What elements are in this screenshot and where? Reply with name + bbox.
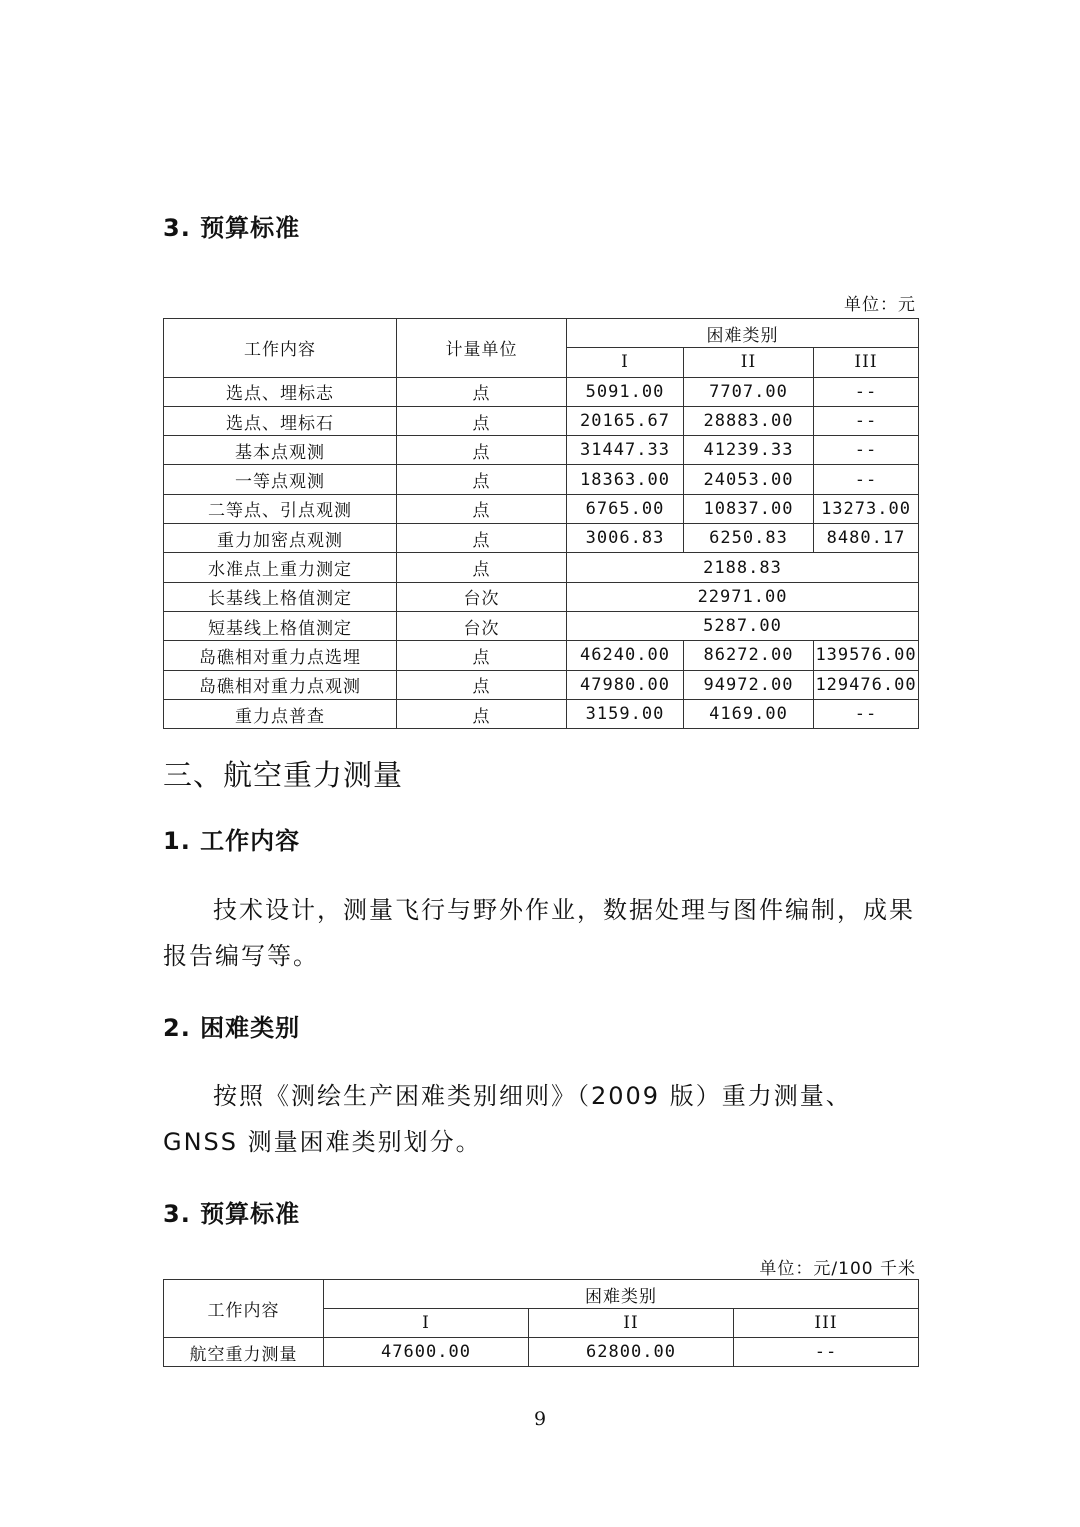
header-work-content: 工作内容 bbox=[164, 1280, 324, 1338]
row-name: 二等点、引点观测 bbox=[164, 494, 397, 523]
header-unit: 计量单位 bbox=[397, 319, 567, 378]
value-level-2: 94972.00 bbox=[684, 670, 814, 699]
row-unit: 台次 bbox=[397, 611, 567, 640]
value-level-3: 129476.00 bbox=[814, 670, 919, 699]
row-name: 一等点观测 bbox=[164, 465, 397, 494]
section-title: 三、航空重力测量 bbox=[163, 758, 404, 792]
header-level-2: II bbox=[684, 348, 814, 377]
row-unit: 点 bbox=[397, 524, 567, 553]
unit-label-2: 单位：元/100 千米 bbox=[759, 1259, 916, 1279]
value-all-levels: 22971.00 bbox=[567, 582, 919, 611]
table-row bbox=[164, 611, 919, 640]
row-name: 长基线上格值测定 bbox=[164, 582, 397, 611]
value-level-3: 139576.00 bbox=[814, 641, 919, 670]
row-name: 基本点观测 bbox=[164, 436, 397, 465]
row-unit: 点 bbox=[397, 699, 567, 728]
header-level-3: III bbox=[734, 1309, 919, 1338]
row-name: 重力加密点观测 bbox=[164, 524, 397, 553]
value-level-2: 4169.00 bbox=[684, 699, 814, 728]
table-row bbox=[164, 582, 919, 611]
value-level-2: 7707.00 bbox=[684, 377, 814, 406]
row-name: 航空重力测量 bbox=[164, 1338, 324, 1367]
row-unit: 点 bbox=[397, 406, 567, 435]
table-row bbox=[164, 524, 919, 553]
value-level-3: -- bbox=[814, 436, 919, 465]
header-work-content: 工作内容 bbox=[164, 319, 397, 378]
value-level-2: 24053.00 bbox=[684, 465, 814, 494]
row-unit: 点 bbox=[397, 670, 567, 699]
row-name: 重力点普查 bbox=[164, 699, 397, 728]
value-level-1: 31447.33 bbox=[567, 436, 684, 465]
value-level-1: 6765.00 bbox=[567, 494, 684, 523]
value-level-3: -- bbox=[734, 1338, 919, 1367]
value-level-1: 18363.00 bbox=[567, 465, 684, 494]
difficulty-paragraph: 按照《测绘生产困难类别细则》（2009 版）重力测量、GNSS 测量困难类别划分。 bbox=[163, 1082, 852, 1156]
value-level-3: 8480.17 bbox=[814, 524, 919, 553]
table-row bbox=[164, 406, 919, 435]
value-level-1: 3006.83 bbox=[567, 524, 684, 553]
header-level-3: III bbox=[814, 348, 919, 377]
budget-table-ground-gravity bbox=[163, 318, 919, 729]
value-level-1: 47600.00 bbox=[324, 1338, 529, 1367]
row-unit: 点 bbox=[397, 465, 567, 494]
header-level-1: I bbox=[567, 348, 684, 377]
budget-table-aerial-gravity bbox=[163, 1279, 919, 1367]
table-row bbox=[164, 465, 919, 494]
value-level-3: -- bbox=[814, 465, 919, 494]
row-name: 水准点上重力测定 bbox=[164, 553, 397, 582]
budget-standard-heading-2: 3. 预算标准 bbox=[163, 1200, 301, 1228]
header-difficulty: 困难类别 bbox=[324, 1280, 919, 1309]
value-level-1: 3159.00 bbox=[567, 699, 684, 728]
table-row bbox=[164, 641, 919, 670]
table-row bbox=[164, 436, 919, 465]
header-level-2: II bbox=[529, 1309, 734, 1338]
difficulty-heading: 2. 困难类别 bbox=[163, 1014, 301, 1042]
value-level-3: -- bbox=[814, 377, 919, 406]
value-all-levels: 2188.83 bbox=[567, 553, 919, 582]
row-unit: 点 bbox=[397, 553, 567, 582]
row-unit: 点 bbox=[397, 641, 567, 670]
value-level-2: 10837.00 bbox=[684, 494, 814, 523]
work-content-heading: 1. 工作内容 bbox=[163, 827, 301, 855]
table-row bbox=[164, 494, 919, 523]
row-name: 选点、埋标志 bbox=[164, 377, 397, 406]
row-unit: 点 bbox=[397, 494, 567, 523]
value-level-1: 5091.00 bbox=[567, 377, 684, 406]
table-row bbox=[164, 670, 919, 699]
value-level-3: 13273.00 bbox=[814, 494, 919, 523]
table-row bbox=[164, 699, 919, 728]
header-level-1: I bbox=[324, 1309, 529, 1338]
work-content-paragraph: 技术设计，测量飞行与野外作业，数据处理与图件编制，成果报告编写等。 bbox=[163, 896, 915, 970]
page-number: 9 bbox=[533, 1408, 547, 1430]
value-level-2: 6250.83 bbox=[684, 524, 814, 553]
unit-label: 单位：元 bbox=[844, 295, 916, 315]
value-level-3: -- bbox=[814, 406, 919, 435]
table-row bbox=[164, 553, 919, 582]
value-level-2: 86272.00 bbox=[684, 641, 814, 670]
value-level-1: 46240.00 bbox=[567, 641, 684, 670]
value-level-2: 41239.33 bbox=[684, 436, 814, 465]
budget-standard-heading: 3. 预算标准 bbox=[163, 214, 301, 242]
value-level-3: -- bbox=[814, 699, 919, 728]
row-unit: 台次 bbox=[397, 582, 567, 611]
table-row bbox=[164, 1338, 919, 1367]
table-row bbox=[164, 377, 919, 406]
row-name: 岛礁相对重力点观测 bbox=[164, 670, 397, 699]
header-difficulty: 困难类别 bbox=[567, 319, 919, 348]
row-unit: 点 bbox=[397, 377, 567, 406]
row-name: 选点、埋标石 bbox=[164, 406, 397, 435]
value-all-levels: 5287.00 bbox=[567, 611, 919, 640]
row-name: 岛礁相对重力点选埋 bbox=[164, 641, 397, 670]
value-level-2: 62800.00 bbox=[529, 1338, 734, 1367]
value-level-1: 47980.00 bbox=[567, 670, 684, 699]
row-unit: 点 bbox=[397, 436, 567, 465]
row-name: 短基线上格值测定 bbox=[164, 611, 397, 640]
value-level-2: 28883.00 bbox=[684, 406, 814, 435]
value-level-1: 20165.67 bbox=[567, 406, 684, 435]
